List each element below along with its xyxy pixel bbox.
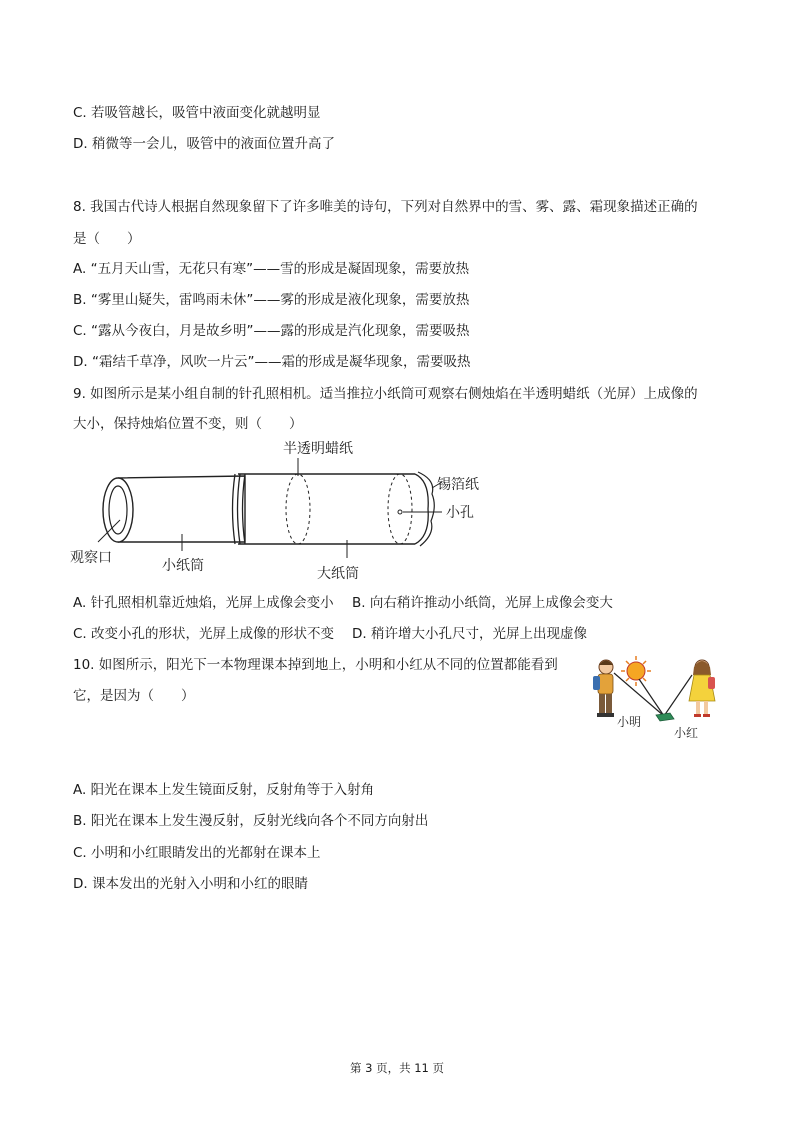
q9-stem-line2: 大小，保持烛焰位置不变，则（ ）	[73, 416, 303, 432]
label-pinhole: 小孔	[446, 505, 474, 521]
q7-option-d: D. 稍微等一会儿，吸管中的液面位置升高了	[73, 136, 335, 152]
pinhole-camera-figure	[70, 436, 510, 586]
q9-option-d: D. 稍许增大小孔尺寸，光屏上出现虚像	[352, 626, 587, 642]
label-big-tube: 大纸筒	[317, 566, 359, 582]
label-small-tube: 小纸筒	[162, 558, 204, 574]
q10-stem-line2: 它，是因为（ ）	[73, 688, 195, 704]
girl-figure	[689, 660, 715, 717]
q8-option-d: D. “霜结千草净，风吹一片云”——霜的形成是凝华现象，需要吸热	[73, 354, 471, 370]
q9-option-a: A. 针孔照相机靠近烛焰，光屏上成像会变小	[73, 595, 334, 611]
book-icon	[656, 713, 674, 721]
boy-figure	[593, 660, 614, 717]
q10-option-d: D. 课本发出的光射入小明和小红的眼睛	[73, 876, 308, 892]
q8-option-a: A. “五月天山雪，无花只有寒”——雪的形成是凝固现象，需要放热	[73, 261, 470, 277]
q10-stem-line1: 10. 如图所示，阳光下一本物理课本掉到地上，小明和小红从不同的位置都能看到	[73, 657, 558, 673]
q9-stem-line1: 9. 如图所示是某小组自制的针孔照相机。适当推拉小纸筒可观察右侧烛焰在半透明蜡纸（光屏）上成像的	[73, 386, 698, 402]
label-wax-paper: 半透明蜡纸	[283, 441, 353, 457]
q8-stem-line2: 是（ ）	[73, 231, 141, 247]
q8-stem-line1: 8. 我国古代诗人根据自然现象留下了许多唯美的诗句，下列对自然界中的雪、雾、露、霜现象描述正确的	[73, 199, 698, 215]
q8-option-b: B. “雾里山疑失，雷鸣雨未休”——雾的形成是液化现象，需要放热	[73, 292, 470, 308]
label-foil: 锡箔纸	[437, 477, 479, 493]
page-footer: 第 3 页，共 11 页	[349, 1061, 445, 1075]
label-xiaohong: 小红	[674, 726, 699, 740]
label-observation-port: 观察口	[70, 550, 112, 566]
sun-icon	[621, 656, 651, 686]
q10-option-c: C. 小明和小红眼睛发出的光都射在课本上	[73, 845, 321, 861]
label-xiaoming: 小明	[617, 715, 642, 729]
q10-option-b: B. 阳光在课本上发生漫反射，反射光线向各个不同方向射出	[73, 813, 429, 829]
q7-option-c: C. 若吸管越长，吸管中液面变化就越明显	[73, 105, 321, 121]
reflection-illustration	[584, 653, 724, 743]
q9-option-c: C. 改变小孔的形状，光屏上成像的形状不变	[73, 626, 335, 642]
q8-option-c: C. “露从今夜白，月是故乡明”——露的形成是汽化现象，需要吸热	[73, 323, 470, 339]
q10-option-a: A. 阳光在课本上发生镜面反射，反射角等于入射角	[73, 782, 375, 798]
q9-option-b: B. 向右稍许推动小纸筒，光屏上成像会变大	[352, 595, 613, 611]
